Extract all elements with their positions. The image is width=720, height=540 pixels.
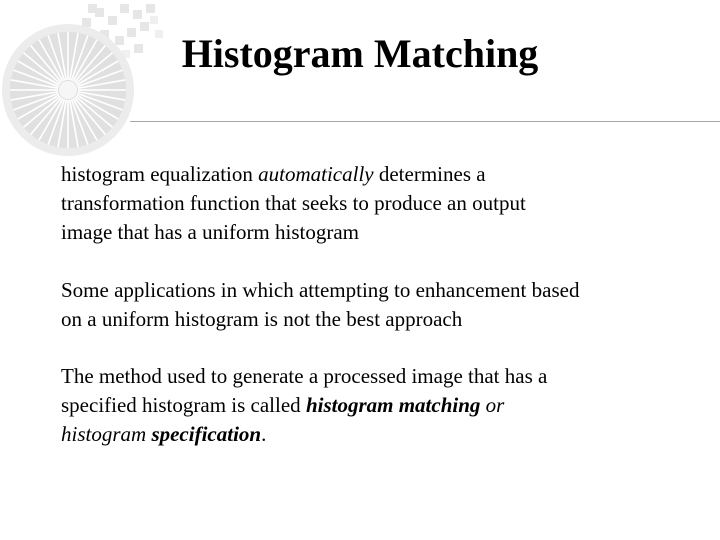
text-run: or bbox=[480, 393, 505, 417]
text-run: Some applications in which attempting to enhancement based bbox=[61, 278, 580, 302]
text-line bbox=[61, 218, 701, 247]
text-line bbox=[61, 305, 701, 334]
text-line bbox=[61, 420, 701, 449]
text-run: The method used to generate a processed image that has a bbox=[61, 364, 548, 388]
text-run: histogram bbox=[61, 422, 152, 446]
text-line bbox=[61, 276, 701, 305]
paragraph-1 bbox=[61, 160, 701, 247]
text-run: determines a bbox=[373, 162, 486, 186]
title-divider bbox=[130, 121, 720, 122]
text-line bbox=[61, 189, 701, 218]
paragraph-2 bbox=[61, 276, 701, 334]
paragraph-3 bbox=[61, 362, 701, 449]
text-run: specification bbox=[151, 422, 262, 446]
text-run: histogram equalization bbox=[61, 162, 259, 186]
text-run: image that has a uniform histogram bbox=[61, 220, 360, 244]
text-run: specified histogram is called bbox=[61, 393, 306, 417]
text-run: on a uniform histogram is not the best approach bbox=[61, 307, 463, 331]
radial-starburst-icon bbox=[0, 0, 170, 160]
text-run: transformation function that seeks to produce an output bbox=[61, 191, 526, 215]
text-line bbox=[61, 362, 701, 391]
text-line bbox=[61, 391, 701, 420]
text-run: . bbox=[261, 422, 267, 446]
text-run: histogram matching bbox=[305, 393, 481, 417]
slide-title: Histogram Matching bbox=[181, 31, 539, 76]
text-run: automatically bbox=[258, 162, 374, 186]
text-line bbox=[61, 160, 701, 189]
